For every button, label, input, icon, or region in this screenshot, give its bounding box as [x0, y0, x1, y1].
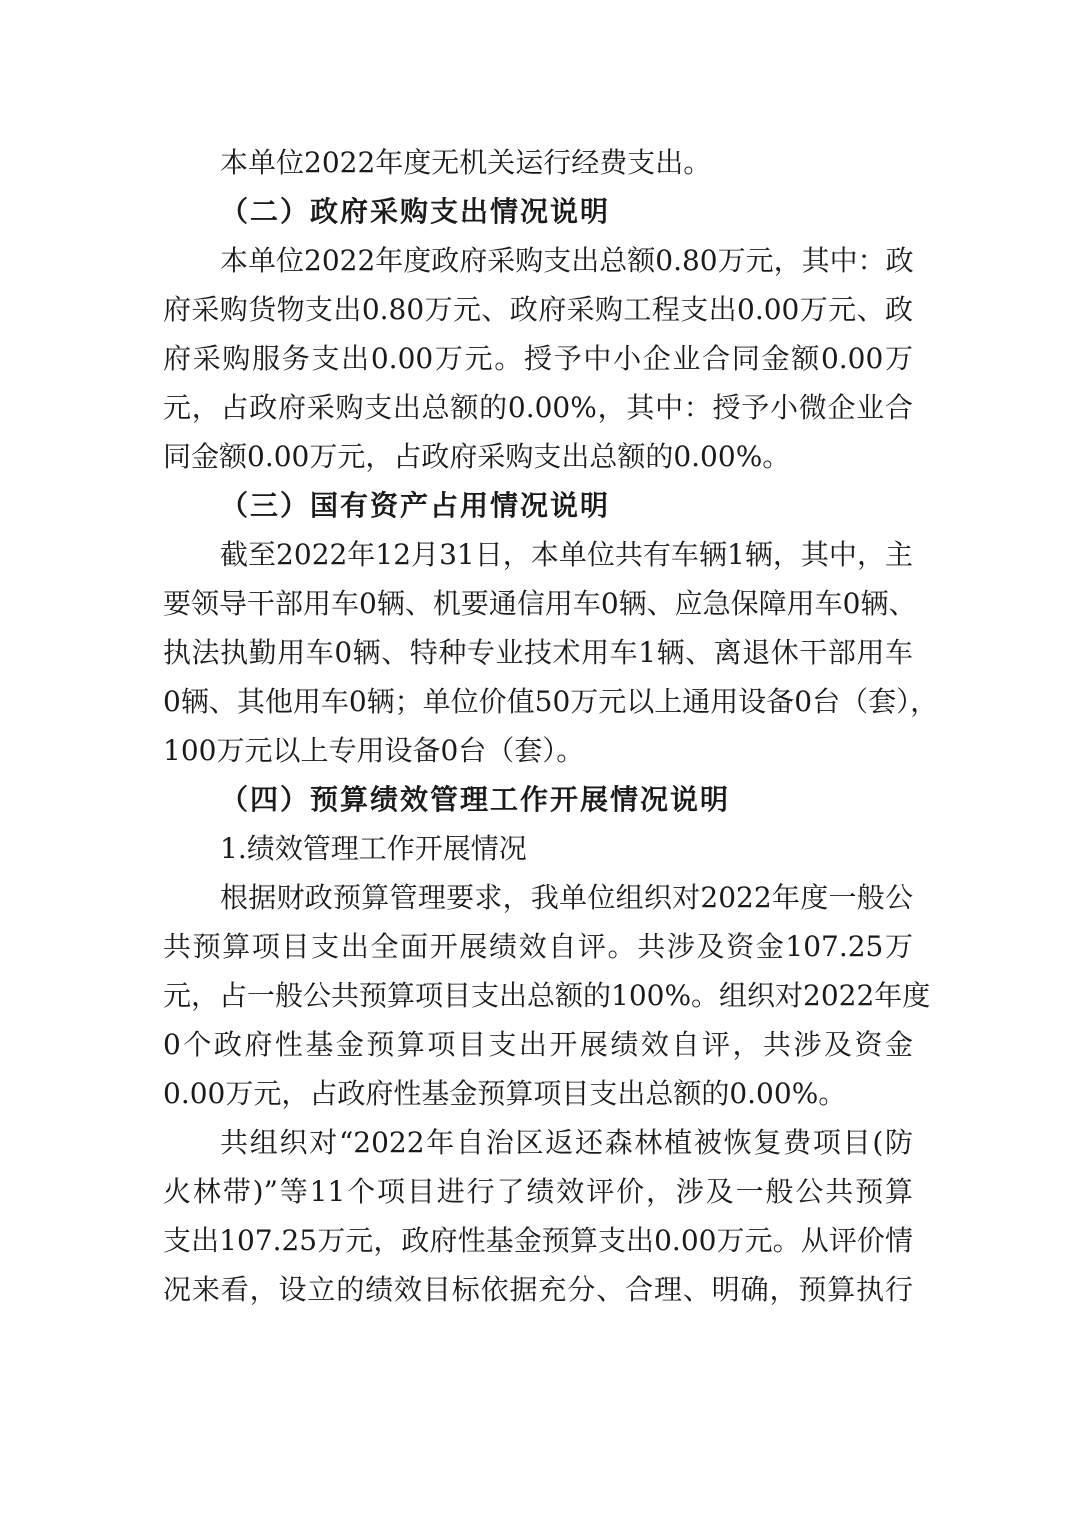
section-4-para1-line: 元，占一般公共预算项目支出总额的100%。组织对2022年度: [163, 979, 931, 1012]
section-4-para1-line: 根据财政预算管理要求，我单位组织对2022年度一般公: [220, 881, 913, 914]
section-2-line: 本单位2022年度政府采购支出总额0.80万元，其中：政: [220, 244, 914, 277]
section-3-line: 执法执勤用车0辆、特种专业技术用车1辆、离退休干部用车: [163, 636, 913, 669]
section-4-para2-line: 支出107.25万元，政府性基金预算支出0.00万元。从评价情: [163, 1224, 913, 1257]
section-2-line: 元，占政府采购支出总额的0.00%，其中：授予小微企业合: [163, 391, 913, 424]
section-3-line: 100万元以上专用设备0台（套）。: [163, 734, 585, 767]
intro-paragraph: 本单位2022年度无机关运行经费支出。: [220, 146, 712, 179]
section-3-line: 截至2022年12月31日，本单位共有车辆1辆，其中，主: [220, 538, 913, 571]
section-4-para1-line: 共预算项目支出全面开展绩效自评。共涉及资金107.25万: [163, 930, 913, 963]
section-2-line: 府采购货物支出0.80万元、政府采购工程支出0.00万元、政: [163, 293, 913, 326]
section-3-heading: （三）国有资产占用情况说明: [220, 489, 611, 522]
section-4-para2-line: 共组织对“2022年自治区返还森林植被恢复费项目(防: [220, 1126, 913, 1159]
section-4-para2-line: 火林带)”等11个项目进行了绩效评价，涉及一般公共预算: [163, 1175, 913, 1208]
document-body: [163, 138, 939, 1314]
section-2-line: 同金额0.00万元，占政府采购支出总额的0.00%。: [163, 440, 791, 473]
section-4-para1-line: 0个政府性基金预算项目支出开展绩效自评，共涉及资金: [163, 1028, 913, 1061]
section-4-subheading: 1.绩效管理工作开展情况: [220, 832, 527, 865]
section-2-heading: （二）政府采购支出情况说明: [220, 195, 611, 228]
section-3-line: 要领导干部用车0辆、机要通信用车0辆、应急保障用车0辆、: [163, 587, 917, 620]
section-4-para1-line: 0.00万元，占政府性基金预算项目支出总额的0.00%。: [163, 1077, 847, 1110]
section-3-line: 0辆、其他用车0辆；单位价值50万元以上通用设备0台（套），: [163, 685, 939, 718]
section-4-para2-line: 况来看，设立的绩效目标依据充分、合理、明确，预算执行: [163, 1273, 913, 1306]
section-4-heading: （四）预算绩效管理工作开展情况说明: [220, 783, 731, 816]
section-2-line: 府采购服务支出0.00万元。授予中小企业合同金额0.00万: [163, 342, 913, 375]
